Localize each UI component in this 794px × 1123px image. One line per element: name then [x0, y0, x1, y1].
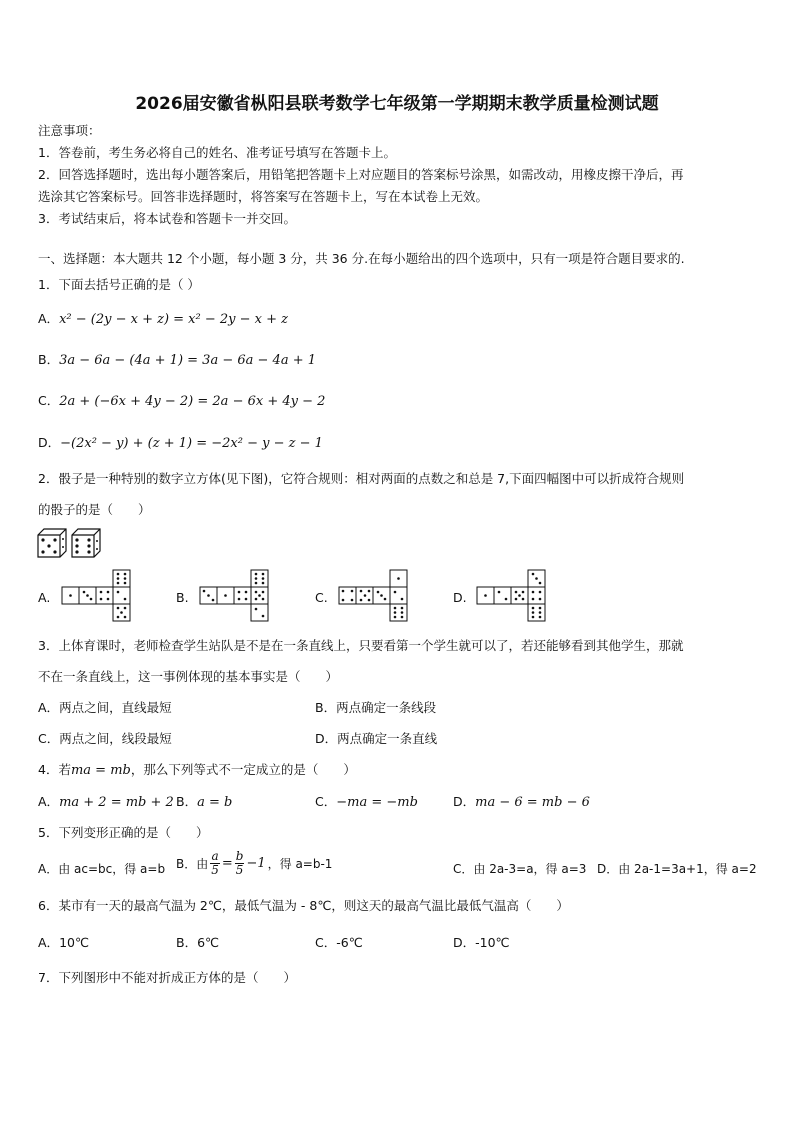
q4-option-c-expr: −ma = −mb [336, 795, 418, 810]
q4-option-a-label: A． [38, 794, 60, 809]
q4-option-c-label: C． [315, 794, 337, 809]
q3-option-c [38, 729, 172, 747]
q3-stem-line1: 3．上体育课时，老师检查学生站队是不是在一条直线上，只要看第一个学生就可以了，若还能够看到其他学生，那就 [38, 638, 684, 653]
q5-frac1-den: 5 [211, 863, 219, 877]
section-heading: 一、选择题：本大题共 12 个小题，每小题 3 分，共 36 分.在每小题给出的四个选项中，只有一项是符合题目要求的. [38, 251, 685, 266]
q5-frac2-den: 5 [235, 863, 244, 877]
q5-option-b-tail: −1 [246, 856, 266, 871]
q2-net-a [61, 568, 133, 623]
q6-option-a-text: 10℃ [59, 935, 90, 950]
q1-option-d-label: D． [38, 435, 61, 450]
q5-option-c: C．由 2a-3=a，得 a=3 [453, 862, 587, 876]
q1-option-c [38, 391, 325, 409]
q3-option-a-text: 两点之间，直线最短 [59, 700, 172, 715]
q3-option-c-label: C． [38, 731, 60, 746]
q5-frac2-num: b [235, 849, 244, 863]
q2-option-d-label: D. [453, 590, 467, 605]
q2-option-a-label: A. [38, 590, 51, 605]
q3-option-a [38, 698, 172, 716]
q5-frac1-num: a [211, 849, 219, 863]
q4-stem [38, 760, 356, 778]
q6-option-b-label: B． [176, 935, 198, 950]
q6-option-b [176, 933, 219, 951]
q6-option-a [38, 933, 89, 951]
q6-option-d-text: -10℃ [475, 935, 510, 950]
q2-option-b-label: B. [176, 590, 189, 605]
q6-option-d-label: D． [453, 935, 476, 950]
q3-stem-line2: 不在一条直线上，这一事例体现的基本事实是（ ） [38, 669, 339, 684]
q5-option-b-fraction-1 [210, 850, 220, 877]
q6-option-c-text: -6℃ [336, 935, 363, 950]
q4-option-c [315, 792, 418, 810]
q7-stem: 7．下列图形中不能对折成正方体的是（ ） [38, 970, 296, 985]
q5-option-b-fraction-2 [235, 850, 245, 877]
q5-option-b-pre: B．由 [176, 857, 209, 871]
q1-option-d [38, 433, 323, 451]
q4-option-d [453, 792, 590, 810]
q4-option-a-expr: ma + 2 = mb + 2 [59, 795, 174, 810]
q5-option-b-post: ，得 a=b-1 [267, 857, 333, 871]
q2-net-c [338, 568, 410, 623]
q1-stem: 1．下面去括号正确的是（ ） [38, 277, 200, 292]
notice-item-3: 3．考试结束后，将本试卷和答题卡一并交回。 [38, 211, 296, 226]
q2-stem-line1: 2．骰子是一种特别的数字立方体(见下图)，它符合规则：相对两面的点数之和总是 7,下面四幅图中可以折成符合规则 [38, 471, 685, 486]
q6-option-d [453, 933, 510, 951]
q2-net-b [199, 568, 271, 623]
q6-option-a-label: A． [38, 935, 60, 950]
q1-option-b [38, 350, 316, 368]
page-title: 2026届安徽省枞阳县联考数学七年级第一学期期末教学质量检测试题 [135, 94, 659, 114]
q1-option-d-expr: −(2x² − y) + (z + 1) = −2x² − y − z − 1 [60, 436, 323, 451]
q4-option-d-label: D． [453, 794, 476, 809]
q3-option-b-label: B． [315, 700, 337, 715]
q5-option-b-equals: = [221, 856, 233, 871]
q5-option-b [176, 850, 332, 877]
q5-option-a: A．由 ac=bc，得 a=b [38, 862, 166, 876]
q6-option-c [315, 933, 363, 951]
q3-option-a-label: A． [38, 700, 60, 715]
notice-heading: 注意事项： [38, 123, 101, 138]
q5-option-d: D．由 2a-1=3a+1，得 a=2 [597, 862, 757, 876]
q1-option-a [38, 309, 288, 327]
q3-option-b-text: 两点确定一条线段 [336, 700, 437, 715]
notice-item-2: 2．回答选择题时，选出每小题答案后，用铅笔把答题卡上对应题目的答案标号涂黑，如需改动，用橡皮擦干净后，再 [38, 167, 684, 182]
q4-option-b [176, 792, 232, 810]
q3-option-b [315, 698, 436, 716]
q1-option-a-label: A． [38, 311, 60, 326]
q4-stem-post: ，那么下列等式不一定成立的是（ ） [130, 762, 356, 777]
notice-item-2-cont: 选涂其它答案标号。回答非选择题时，将答案写在答题卡上，写在本试卷上无效。 [38, 189, 489, 204]
dice-picture [36, 527, 104, 561]
q3-option-d-label: D． [315, 731, 338, 746]
q1-option-b-label: B． [38, 352, 60, 367]
q3-option-d [315, 729, 437, 747]
q4-option-b-label: B． [176, 794, 198, 809]
q4-option-a [38, 792, 174, 810]
q1-option-b-expr: 3a − 6a − (4a + 1) = 3a − 6a − 4a + 1 [59, 353, 316, 368]
q4-stem-math: ma = mb [70, 763, 131, 778]
q4-option-d-expr: ma − 6 = mb − 6 [475, 795, 590, 810]
q6-option-c-label: C． [315, 935, 337, 950]
q2-option-c-label: C. [315, 590, 328, 605]
q6-option-b-text: 6℃ [197, 935, 220, 950]
q2-stem-line2: 的骰子的是（ ） [38, 502, 151, 517]
q1-option-c-label: C． [38, 393, 60, 408]
q3-option-d-text: 两点确定一条直线 [337, 731, 438, 746]
q2-net-d [476, 568, 548, 623]
q3-option-c-text: 两点之间，线段最短 [59, 731, 172, 746]
q4-option-b-expr: a = b [197, 795, 233, 810]
q6-stem: 6．某市有一天的最高气温为 2℃，最低气温为 - 8℃，则这天的最高气温比最低气温高（ ） [38, 898, 569, 913]
q5-stem: 5．下列变形正确的是（ ） [38, 825, 209, 840]
q1-option-c-expr: 2a + (−6x + 4y − 2) = 2a − 6x + 4y − 2 [59, 394, 326, 409]
q1-option-a-expr: x² − (2y − x + z) = x² − 2y − x + z [59, 312, 288, 327]
notice-item-1: 1．答卷前，考生务必将自己的姓名、准考证号填写在答题卡上。 [38, 145, 396, 160]
q4-stem-pre: 4．若 [38, 762, 71, 777]
